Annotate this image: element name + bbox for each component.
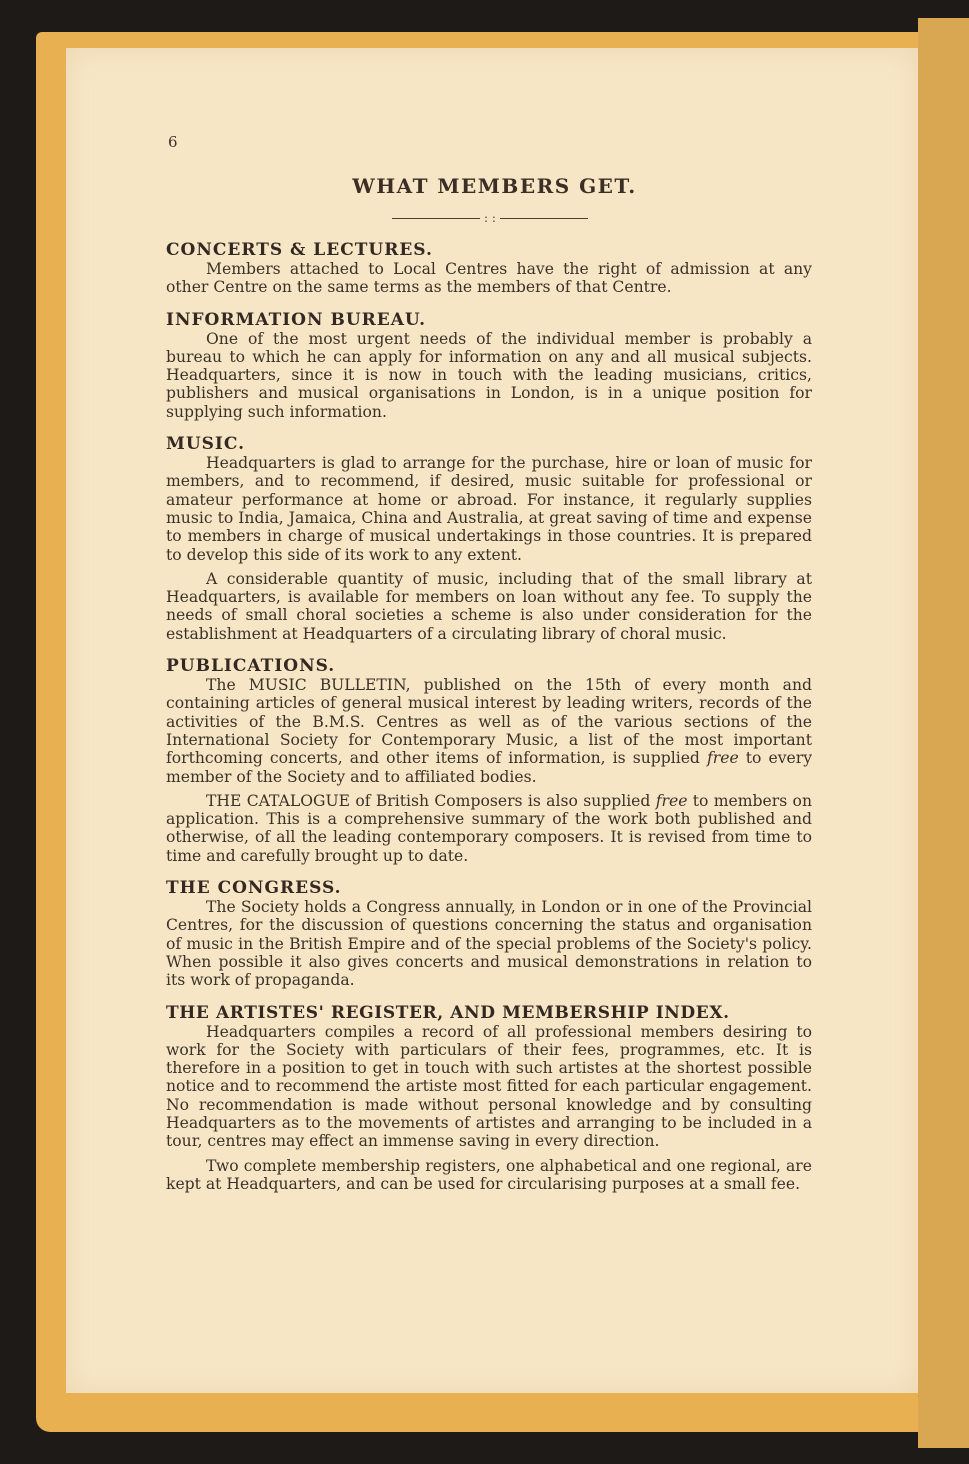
section-music [166,434,812,643]
divider-mark: : : [484,211,496,225]
page-number: 6 [168,133,178,151]
section-artistes-register [166,1003,812,1194]
book-cover-edge [918,18,969,1448]
paragraph: The MUSIC BULLETIN, published on the 15th of every month and containing articles of general musical interest by leading writers, records of the activities of the B.M.S. Centres as well as of the various sections of the International Society for Contemporary Music, a list of the most important forthcoming concerts, and other items of information, is supplied free to every member of the Society and to affiliated bodies. [166,676,812,786]
paragraph: Headquarters compiles a record of all professional members desiring to work for the Society with particulars of their fees, programmes, etc. It is therefore in a position to get in touch with such artistes at the shortest possible notice and to recommend the artiste most fitted for each particular engagement. No recommendation is made without personal knowledge and by consulting Headquarters as to the movements of artistes and arranging to be included in a tour, centres may effect an immense saving in every direction. [166,1022,812,1151]
page-title: WHAT MEMBERS GET. [352,174,637,198]
section-heading: THE CONGRESS. [166,878,342,899]
title-divider [390,208,590,228]
paragraph: Members attached to Local Centres have the right of admission at any other Centre on the same terms as the members of that Centre. [166,260,812,297]
section-heading: MUSIC. [166,434,246,455]
paragraph: The Society holds a Congress annually, in London or in one of the Provincial Centres, for the discussion of questions concerning the status and organisation of music in the British Empire and of the special problems of the Society's policy. When possible it also gives concerts and musical demonstrations in relation to its work of propaganda. [166,898,812,990]
paragraph: Headquarters is glad to arrange for the purchase, hire or loan of music for members, and to recommend, if desired, music suitable for professional or amateur performance at home or abroad. For instance, it regularly supplies music to India, Jamaica, China and Australia, at great saving of time and expense to members in charge of musical undertakings in those countries. It is prepared to develop this side of its work to any extent. [166,454,812,564]
section-concerts-lectures [166,240,812,297]
paragraph: Two complete membership registers, one alphabetical and one regional, are kept at Headquarters, and can be used for circularising purposes at a small fee. [166,1156,812,1193]
section-congress [166,878,812,989]
section-information-bureau [166,310,812,421]
section-heading: THE ARTISTES' REGISTER, AND MEMBERSHIP INDEX. [166,1002,730,1023]
body-text [166,240,812,1206]
paragraph: THE CATALOGUE of British Composers is also supplied free to members on application. This is a comprehensive summary of the work both published and otherwise, of all the leading contemporary composers. It is revised from time to time and carefully brought up to date. [166,791,812,865]
section-heading: CONCERTS & LECTURES. [166,240,433,260]
section-heading: PUBLICATIONS. [166,656,336,677]
paragraph: One of the most urgent needs of the individual member is probably a bureau to which he can apply for information on any and all musical subjects. Headquarters, since it is now in touch with the leading musicians, critics, publishers and musical organisations in London, is in a unique position for supplying such information. [166,329,812,421]
section-heading: INFORMATION BUREAU. [166,309,427,330]
divider-line-right [500,218,588,219]
section-publications [166,656,812,865]
paragraph: A considerable quantity of music, including that of the small library at Headquarters, is available for members on loan without any fee. To supply the needs of small choral societies a scheme is also under consideration for the establishment at Headquarters of a circulating library of choral music. [166,569,812,643]
divider-line-left [392,218,480,219]
